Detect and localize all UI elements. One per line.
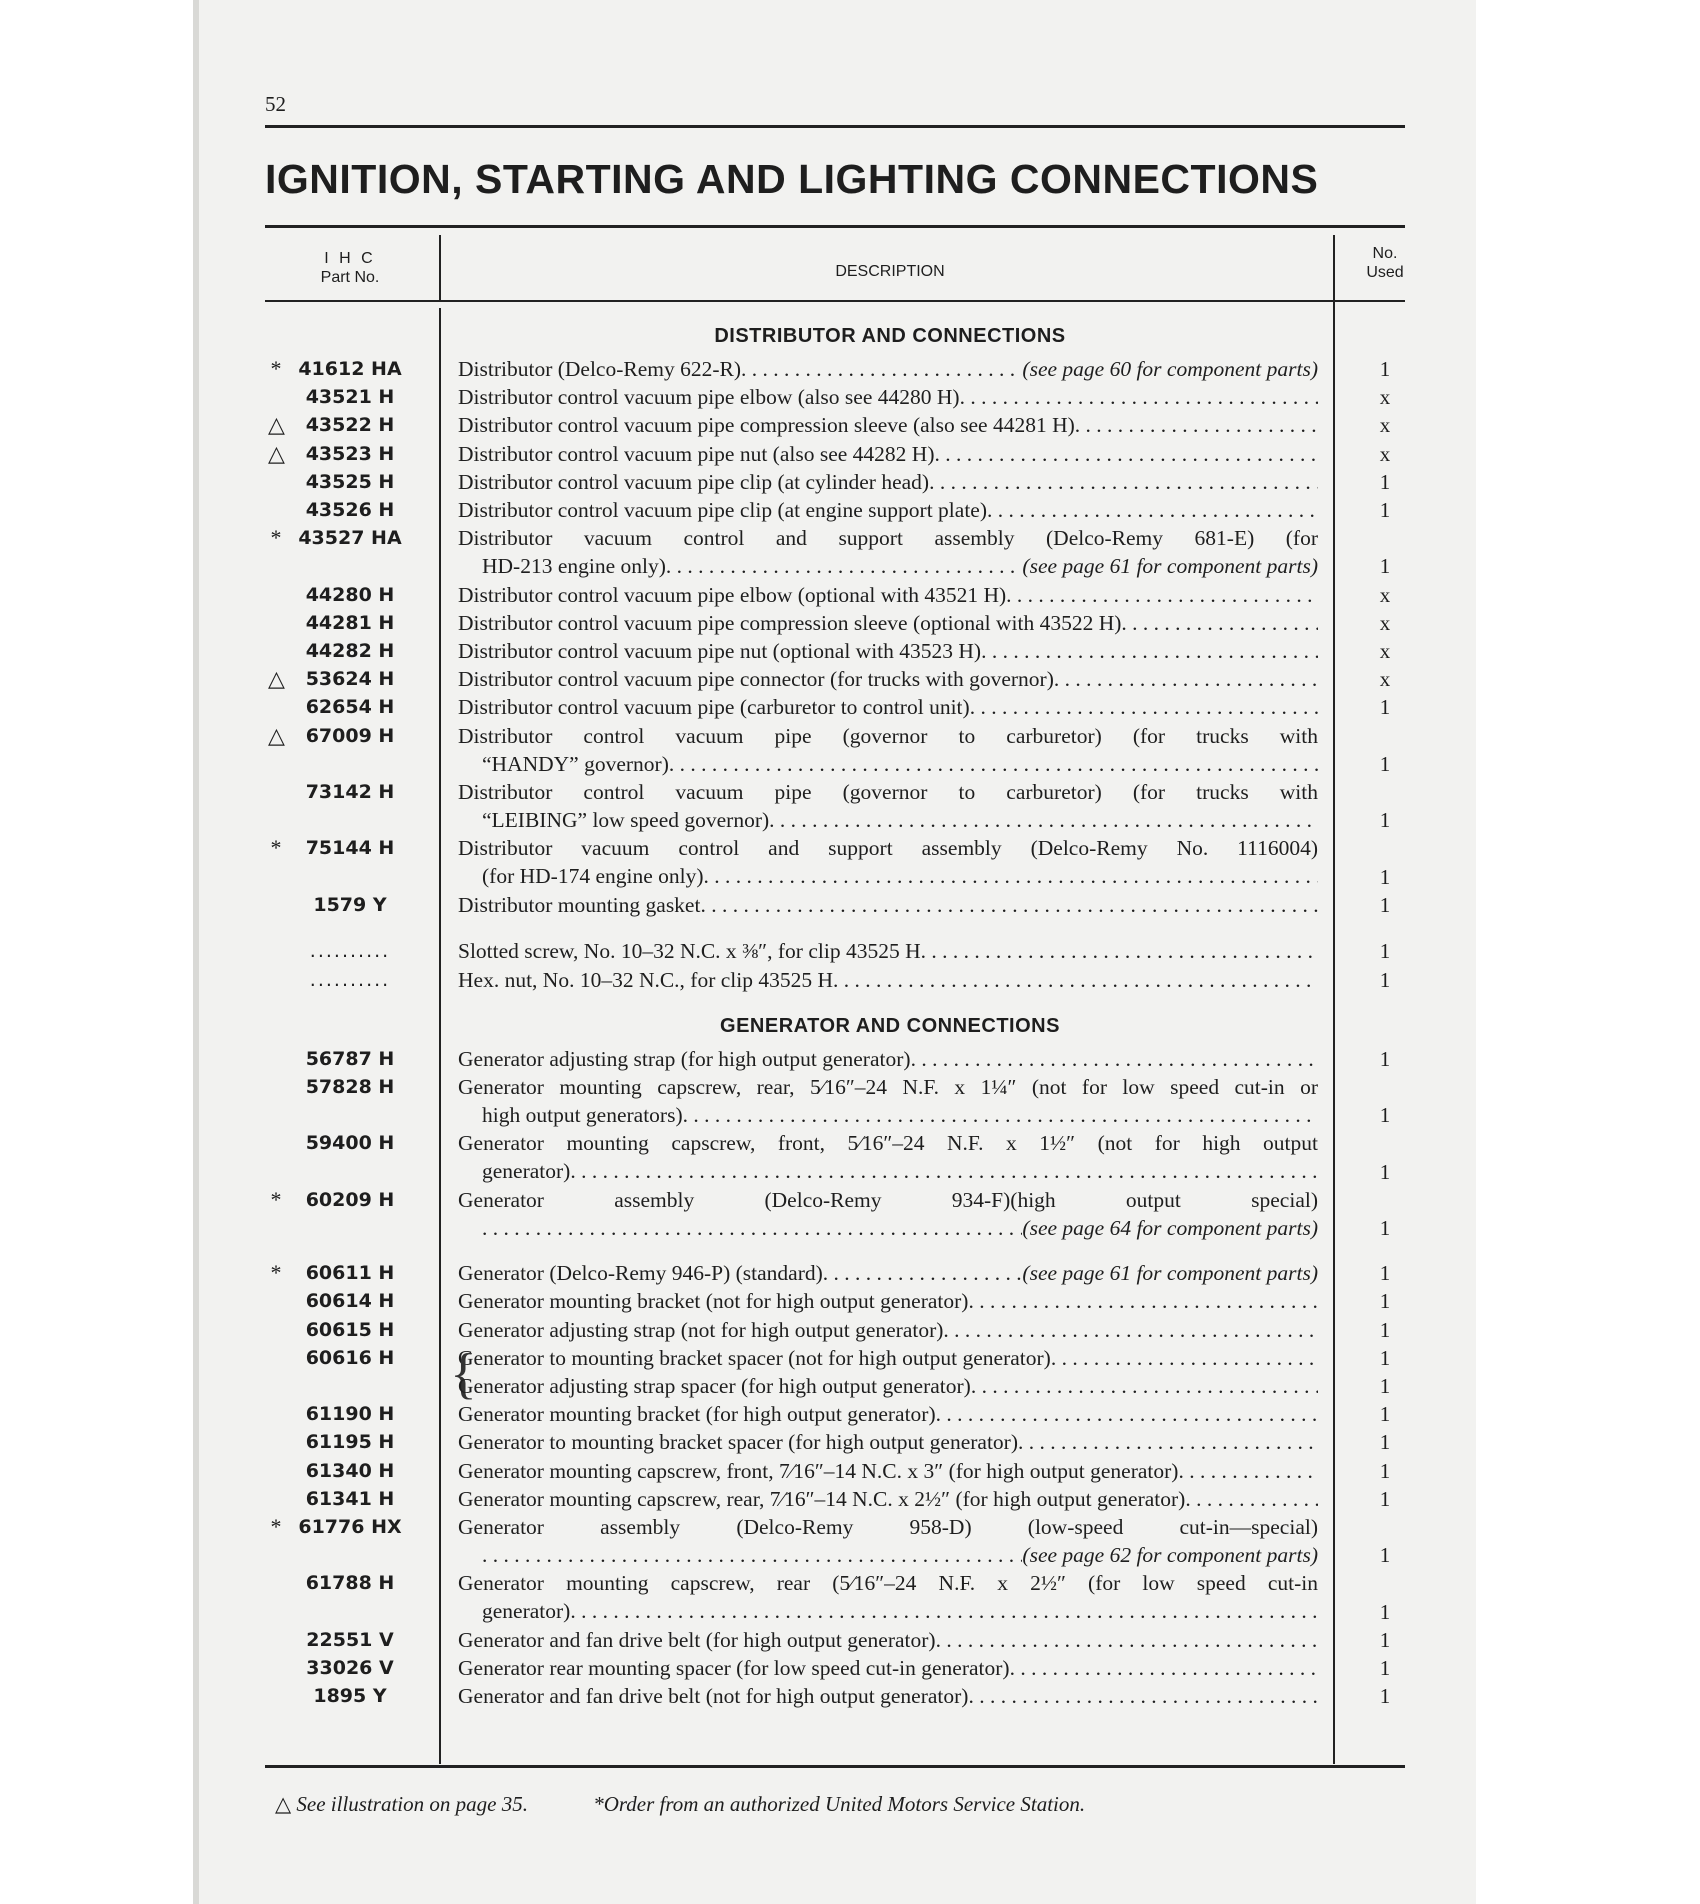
part-description: [458, 693, 1318, 721]
dot-leader: [666, 552, 1023, 580]
part-number: 61190 H: [305, 1403, 395, 1426]
part-number: 56787 H: [305, 1047, 395, 1070]
page-title: IGNITION, STARTING AND LIGHTING CONNECTIONS: [265, 156, 1319, 202]
quantity-used: 1: [1379, 1430, 1391, 1455]
part-number: 1895 Y: [313, 1685, 387, 1708]
header-part-line1: I H C: [324, 250, 376, 267]
part-number: 60209 H: [305, 1188, 395, 1211]
part-description: [458, 1372, 1318, 1400]
part-description: [458, 1073, 1318, 1129]
section-heading: DISTRIBUTOR AND CONNECTIONS: [714, 325, 1066, 347]
part-description: [458, 524, 1318, 580]
part-number: 59400 H: [305, 1132, 395, 1155]
dot-leader: [968, 1287, 1318, 1315]
part-number: 44282 H: [305, 640, 395, 662]
part-number: 57828 H: [305, 1076, 395, 1099]
description-text: Generator mounting capscrew, rear, 7⁄16″–14 N.C. x 2½″ (for high output generator): [458, 1486, 1186, 1511]
asterisk-marker: *: [270, 1186, 282, 1212]
dot-leader: [482, 1541, 1022, 1569]
part-number: 43525 H: [305, 470, 395, 493]
quantity-used: x: [1379, 582, 1391, 607]
quantity-used: x: [1379, 385, 1391, 410]
part-description: [458, 1654, 1318, 1682]
dot-leader: [704, 862, 1318, 890]
dot-leader: [833, 966, 1318, 994]
part-description: [458, 1569, 1318, 1625]
description-text: Distributor control vacuum pipe compression sleeve (optional with 43522 H): [458, 610, 1122, 635]
dot-leader: [970, 693, 1318, 721]
dot-leader: [683, 1101, 1318, 1129]
part-description: [458, 1287, 1318, 1315]
quantity-used: 1: [1379, 1345, 1391, 1370]
part-number: 33026 V: [306, 1657, 394, 1679]
part-description: [458, 411, 1318, 439]
dot-leader: [570, 1597, 1318, 1625]
description-text: Distributor control vacuum pipe connector (for trucks with governor): [458, 667, 1054, 692]
part-description: [458, 1259, 1318, 1287]
grouping-brace: {: [450, 1342, 477, 1405]
description-text: Distributor control vacuum pipe (carburetor to control unit): [458, 695, 970, 720]
asterisk-marker: *: [270, 1514, 282, 1539]
description-text: Generator (Delco-Remy 946-P) (standard): [458, 1261, 823, 1286]
dot-leader: [700, 891, 1318, 919]
footnote-triangle: △ See illustration on page 35.: [275, 1792, 528, 1816]
description-text: generator): [482, 1599, 571, 1624]
part-number: 41612 HA: [298, 358, 402, 380]
part-number: 43526 H: [305, 499, 395, 521]
part-description: [458, 609, 1318, 637]
description-line: Distributor control vacuum pipe (governor to carburetor) (for trucks with: [458, 723, 1318, 748]
description-text: generator): [482, 1159, 571, 1184]
description-text: “HANDY” governor): [482, 751, 669, 776]
description-text: high output generators): [482, 1103, 683, 1128]
dot-leader: [943, 1316, 1318, 1344]
dot-leader: [1054, 665, 1318, 693]
quantity-used: 1: [1379, 469, 1391, 494]
description-text: Generator and fan drive belt (not for high output generator): [458, 1684, 969, 1709]
description-text: Generator to mounting bracket spacer (for high output generator): [458, 1430, 1018, 1455]
quantity-used: x: [1379, 667, 1391, 692]
quantity-used: 1: [1379, 751, 1391, 776]
description-line: [458, 1541, 1318, 1569]
part-description: [458, 1045, 1318, 1073]
description-text: Generator adjusting strap spacer (for high output generator): [458, 1374, 971, 1398]
dot-leader: [741, 355, 1022, 383]
quantity-used: 1: [1379, 1289, 1391, 1314]
part-description: [458, 1400, 1318, 1428]
dot-leader: [1006, 581, 1318, 609]
description-line: [458, 468, 1318, 496]
dot-leader: [981, 637, 1318, 665]
asterisk-marker: *: [270, 525, 282, 551]
title-rule: [265, 225, 1405, 228]
dot-leader: [1075, 411, 1318, 439]
description-line: [458, 1597, 1318, 1625]
part-number: 61776 HX: [298, 1516, 402, 1538]
description-line: [458, 411, 1318, 439]
description-line: [458, 1316, 1318, 1344]
part-description: [458, 722, 1318, 778]
part-description: [458, 1428, 1318, 1456]
quantity-used: 1: [1379, 1458, 1391, 1483]
part-number: ..........: [309, 968, 391, 991]
description-text: Distributor control vacuum pipe elbow (also see 44280 H): [458, 385, 960, 410]
dot-leader: [1018, 1428, 1318, 1456]
description-line: [458, 383, 1318, 411]
header-rule: [265, 300, 1405, 302]
dot-leader: [987, 496, 1318, 524]
part-description: [458, 1129, 1318, 1185]
description-text: Distributor control vacuum pipe nut (optional with 43523 H): [458, 639, 982, 663]
description-line: [458, 862, 1318, 890]
quantity-used: 1: [1379, 892, 1391, 917]
asterisk-marker: *: [270, 835, 282, 861]
component-reference: (see page 61 for component parts): [1022, 554, 1318, 579]
triangle-marker: △: [268, 412, 285, 438]
description-line: [458, 355, 1318, 383]
part-number: 73142 H: [305, 781, 395, 803]
part-description: [458, 891, 1318, 919]
part-number: 61341 H: [305, 1487, 395, 1510]
description-line: [458, 1101, 1318, 1129]
part-number: ..........: [309, 940, 391, 963]
part-number: 62654 H: [305, 696, 395, 719]
description-text: “LEIBING” low speed governor): [482, 808, 770, 832]
dot-leader: [971, 1372, 1318, 1400]
description-text: Distributor control vacuum pipe elbow (optional with 43521 H): [458, 582, 1007, 607]
description-text: Generator rear mounting spacer (for low speed cut-in generator): [458, 1656, 1010, 1680]
quantity-used: 1: [1379, 554, 1391, 579]
quantity-used: x: [1379, 441, 1391, 466]
part-description: [458, 1316, 1318, 1344]
header-description: DESCRIPTION: [835, 263, 945, 280]
part-description: [458, 440, 1318, 468]
description-line: Generator mounting capscrew, rear (5⁄16″–24 N.F. x 2½″ (for low speed cut-in: [458, 1571, 1318, 1596]
description-line: Generator mounting capscrew, front, 5⁄16″–24 N.F. x 1½″ (not for high output: [458, 1131, 1318, 1156]
part-description: [458, 581, 1318, 609]
dot-leader: [921, 937, 1318, 965]
description-text: Generator and fan drive belt (for high output generator): [458, 1627, 936, 1652]
dot-leader: [935, 440, 1319, 468]
part-number: 1579 Y: [313, 893, 387, 916]
part-number: 60615 H: [305, 1318, 395, 1341]
quantity-used: 1: [1379, 1627, 1391, 1652]
component-reference: (see page 61 for component parts): [1022, 1261, 1318, 1286]
quantity-used: 1: [1379, 1486, 1391, 1511]
dot-leader: [769, 806, 1318, 834]
page-shadow-edge: [193, 0, 199, 1904]
description-line: [458, 440, 1318, 468]
part-number: 61340 H: [305, 1459, 395, 1482]
dot-leader: [823, 1259, 1023, 1287]
part-description: [458, 665, 1318, 693]
quantity-used: x: [1379, 413, 1391, 438]
column-divider-left: [439, 235, 441, 300]
footnotes: [275, 1792, 1145, 1817]
description-line: [458, 1400, 1318, 1428]
quantity-used: 1: [1379, 1543, 1391, 1568]
dot-leader: [1185, 1485, 1318, 1513]
description-text: HD-213 engine only): [482, 554, 666, 579]
description-line: [458, 1259, 1318, 1287]
quantity-used: 1: [1379, 1402, 1391, 1427]
part-number: 43521 H: [305, 386, 395, 409]
description-line: [458, 1485, 1318, 1513]
part-description: [458, 778, 1318, 834]
part-description: [458, 1457, 1318, 1485]
description-line: [458, 806, 1318, 834]
part-number: 43523 H: [305, 442, 395, 465]
description-line: [458, 1626, 1318, 1654]
asterisk-marker: *: [270, 1260, 282, 1286]
column-divider-left-body: [439, 308, 441, 1764]
header-qty-line2: Used: [1366, 264, 1404, 281]
description-line: [458, 665, 1318, 693]
header-qty-line1: No.: [1372, 245, 1398, 262]
quantity-used: 1: [1379, 1656, 1391, 1680]
description-text: Generator adjusting strap (for high output generator): [458, 1046, 911, 1071]
description-text: Distributor control vacuum pipe clip (at cylinder head): [458, 469, 930, 494]
part-description: [458, 1344, 1318, 1372]
description-line: [458, 891, 1318, 919]
part-number: 60616 H: [305, 1346, 395, 1369]
part-number: 60614 H: [305, 1290, 395, 1313]
description-line: [458, 1157, 1318, 1185]
dot-leader: [1010, 1654, 1318, 1682]
column-divider-right: [1333, 235, 1335, 300]
part-number: 75144 H: [305, 837, 395, 860]
quantity-used: 1: [1379, 1159, 1391, 1184]
description-line: [458, 966, 1318, 994]
quantity-used: x: [1379, 610, 1391, 635]
description-text: Generator mounting bracket (for high output generator): [458, 1402, 936, 1427]
description-line: [458, 1654, 1318, 1682]
part-number: 43527 HA: [298, 527, 402, 550]
triangle-marker: △: [268, 666, 285, 692]
triangle-marker: △: [268, 722, 285, 748]
dot-leader: [570, 1157, 1318, 1185]
description-text: (for HD-174 engine only): [482, 864, 704, 889]
description-text: Distributor (Delco-Remy 622-R): [458, 357, 742, 381]
dot-leader: [929, 468, 1318, 496]
component-reference: (see page 62 for component parts): [1022, 1543, 1318, 1567]
description-line: [458, 1287, 1318, 1315]
part-number: 67009 H: [305, 724, 395, 747]
description-line: [458, 1214, 1318, 1242]
part-description: [458, 496, 1318, 524]
description-line: [458, 1428, 1318, 1456]
part-number: 44281 H: [305, 611, 395, 634]
description-line: [458, 937, 1318, 965]
part-number: 61788 H: [305, 1572, 395, 1595]
quantity-used: 1: [1379, 808, 1391, 833]
description-line: [458, 1372, 1318, 1400]
dot-leader: [1121, 609, 1318, 637]
description-line: Generator assembly (Delco-Remy 958-D) (low-speed cut-in—special): [458, 1515, 1318, 1539]
triangle-marker: △: [268, 440, 285, 466]
description-line: [458, 609, 1318, 637]
description-line: [458, 496, 1318, 524]
description-line: Generator assembly (Delco-Remy 934-F)(high output special): [458, 1187, 1318, 1212]
dot-leader: [960, 383, 1318, 411]
footnote-asterisk: *Order from an authorized United Motors Service Station.: [593, 1792, 1086, 1816]
description-line: [458, 1045, 1318, 1073]
description-line: [458, 693, 1318, 721]
dot-leader: [936, 1626, 1318, 1654]
dot-leader: [1178, 1457, 1318, 1485]
component-reference: (see page 60 for component parts): [1022, 357, 1318, 381]
column-divider-right-body: [1333, 302, 1335, 1764]
dot-leader: [968, 1682, 1318, 1710]
quantity-used: 1: [1379, 695, 1391, 720]
quantity-used: 1: [1379, 357, 1391, 381]
part-description: [458, 1682, 1318, 1710]
header-part-no: [286, 249, 414, 287]
part-description: [458, 637, 1318, 665]
header-part-line2: Part No.: [320, 269, 380, 286]
dot-leader: [669, 750, 1318, 778]
description-text: Slotted screw, No. 10–32 N.C. x ⅜″, for clip 43525 H: [458, 939, 921, 964]
description-text: Generator adjusting strap (not for high output generator): [458, 1317, 944, 1342]
part-description: [458, 468, 1318, 496]
description-line: [458, 750, 1318, 778]
description-line: Distributor vacuum control and support assembly (Delco-Remy No. 1116004): [458, 836, 1318, 861]
part-description: [458, 1485, 1318, 1513]
description-line: [458, 1682, 1318, 1710]
description-text: Generator mounting capscrew, front, 7⁄16″–14 N.C. x 3″ (for high output generator): [458, 1458, 1179, 1483]
quantity-used: 1: [1379, 864, 1391, 889]
description-line: [458, 552, 1318, 580]
page-number: 52: [265, 92, 286, 116]
quantity-used: 1: [1379, 498, 1391, 522]
part-description: [458, 383, 1318, 411]
description-line: [458, 581, 1318, 609]
quantity-used: x: [1379, 639, 1391, 663]
description-line: Distributor vacuum control and support assembly (Delco-Remy 681-E) (for: [458, 526, 1318, 551]
part-description: [458, 937, 1318, 965]
quantity-used: 1: [1379, 1216, 1391, 1241]
part-number: 43522 H: [305, 414, 395, 437]
dot-leader: [482, 1214, 1022, 1242]
description-text: Distributor control vacuum pipe nut (also see 44282 H): [458, 441, 935, 466]
part-description: [458, 966, 1318, 994]
description-text: Generator to mounting bracket spacer (not for high output generator): [458, 1345, 1051, 1370]
description-line: [458, 637, 1318, 665]
description-line: [458, 1457, 1318, 1485]
part-number: 60611 H: [305, 1262, 395, 1285]
part-description: [458, 1513, 1318, 1569]
part-number: 53624 H: [305, 668, 395, 691]
quantity-used: 1: [1379, 1261, 1391, 1286]
quantity-used: 1: [1379, 939, 1391, 964]
description-text: Generator mounting bracket (not for high output generator): [458, 1289, 969, 1314]
dot-leader: [936, 1400, 1318, 1428]
section-heading: GENERATOR AND CONNECTIONS: [720, 1014, 1060, 1037]
quantity-used: 1: [1379, 1103, 1391, 1128]
quantity-used: 1: [1379, 967, 1391, 992]
part-number: 22551 V: [306, 1628, 394, 1651]
description-line: Generator mounting capscrew, rear, 5⁄16″–24 N.F. x 1¼″ (not for low speed cut-in or: [458, 1075, 1318, 1100]
description-text: Distributor control vacuum pipe clip (at engine support plate): [458, 498, 987, 522]
quantity-used: 1: [1379, 1046, 1391, 1071]
header-qty: [1340, 244, 1430, 282]
asterisk-marker: *: [270, 356, 282, 381]
part-number: 61195 H: [305, 1431, 395, 1454]
bottom-rule: [265, 1765, 1405, 1768]
description-line: [458, 1344, 1318, 1372]
part-number: 44280 H: [305, 583, 395, 606]
top-rule: [265, 125, 1405, 128]
part-description: [458, 355, 1318, 383]
dot-leader: [1051, 1344, 1318, 1372]
part-description: [458, 1626, 1318, 1654]
part-description: [458, 1186, 1318, 1242]
description-text: Distributor mounting gasket: [458, 892, 701, 917]
component-reference: (see page 64 for component parts): [1022, 1215, 1318, 1240]
part-description: [458, 834, 1318, 890]
quantity-used: 1: [1379, 1684, 1391, 1709]
description-line: Distributor control vacuum pipe (governor to carburetor) (for trucks with: [458, 780, 1318, 804]
quantity-used: 1: [1379, 1374, 1391, 1398]
description-text: Hex. nut, No. 10–32 N.C., for clip 43525 H: [458, 967, 834, 992]
quantity-used: 1: [1379, 1599, 1391, 1624]
dot-leader: [911, 1045, 1318, 1073]
quantity-used: 1: [1379, 1317, 1391, 1342]
description-text: Distributor control vacuum pipe compression sleeve (also see 44281 H): [458, 413, 1075, 438]
